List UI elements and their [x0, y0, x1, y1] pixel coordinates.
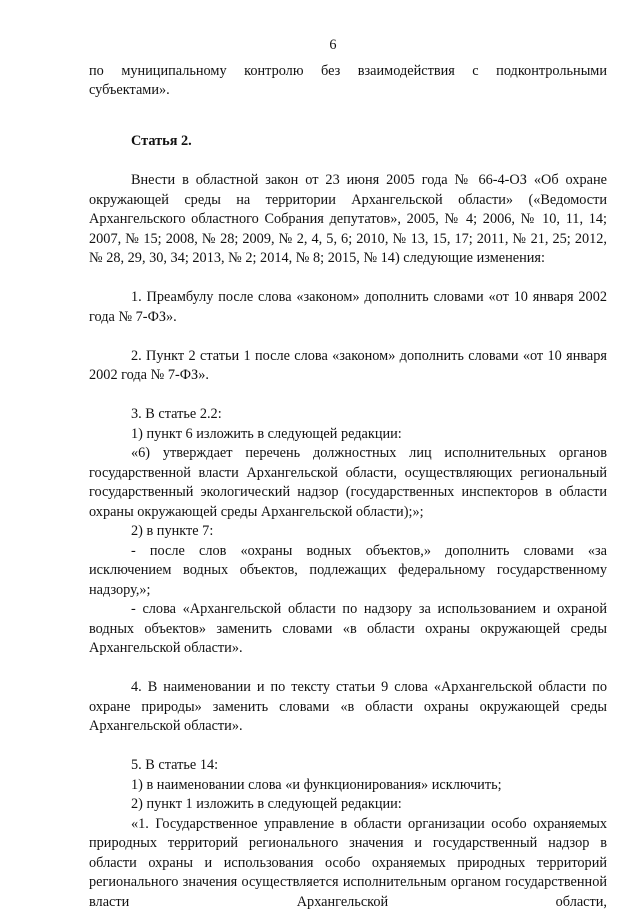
item-3-dash-2: - слова «Архангельской области по надзору за использованием и охраной водных объектов» заменить словами «в области охраны окружающей среды Архангельской области». — [89, 600, 607, 659]
item-1-paragraph: 1. Преамбулу после слова «законом» дополнить словами «от 10 января 2002 года № 7-ФЗ». — [89, 288, 607, 327]
item-3-heading: 3. В статье 2.2: — [89, 405, 607, 425]
item-4-paragraph: 4. В наименовании и по тексту статьи 9 слова «Архангельской области по охране природы» заменить словами «в области охраны окружающей среды Архангельской области». — [89, 678, 607, 737]
item-5-subitem-1: 1) в наименовании слова «и функционирования» исключить; — [89, 776, 607, 796]
item-5-quote: «1. Государственное управление в области организации особо охраняемых природных территорий регионального значения и государственный надзор в области охраны и использования особо охраняемых природных территорий регионального значения осуществляется исполнительным органом государственной власти Архангельской области, — [89, 815, 607, 912]
item-3-quote: «6) утверждает перечень должностных лиц исполнительных органов государственной власти Архангельской области, осуществляющих региональный государственный экологический надзор (государственных инспекторов в области охраны окружающей среды Архангельской области);»; — [89, 444, 607, 522]
item-3-subitem-2: 2) в пункте 7: — [89, 522, 607, 542]
article-heading: Статья 2. — [89, 132, 607, 152]
item-2-paragraph: 2. Пункт 2 статьи 1 после слова «законом» дополнить словами «от 10 января 2002 года № 7-ФЗ». — [89, 347, 607, 386]
intro-tail-paragraph: по муниципальному контролю без взаимодействия с подконтрольными субъектами». — [89, 62, 607, 101]
item-3-dash-1: - после слов «охраны водных объектов,» дополнить словами «за исключением водных объектов, подлежащих федеральному государственному надзору,»; — [89, 542, 607, 601]
item-5-heading: 5. В статье 14: — [89, 756, 607, 776]
page-number: 6 — [89, 36, 607, 56]
item-3-subitem-1: 1) пункт 6 изложить в следующей редакции: — [89, 425, 607, 445]
amendment-intro-paragraph: Внести в областной закон от 23 июня 2005 года № 66-4-ОЗ «Об охране окружающей среды на территории Архангельской области» («Ведомости Архангельского областного Собрания депутатов», 2005, № 4; 2006, № 10, 11, 14; 2007, № 15; 2008, № 28; 2009, № 2, 4, 5, 6; 2010, № 13, 15, 17; 2011, № 21, 25; 2012, № 28, 29, 30, 34; 2013, № 2; 2014, № 8; 2015, № 14) следующие изменения: — [89, 171, 607, 269]
item-5-subitem-2: 2) пункт 1 изложить в следующей редакции: — [89, 795, 607, 815]
